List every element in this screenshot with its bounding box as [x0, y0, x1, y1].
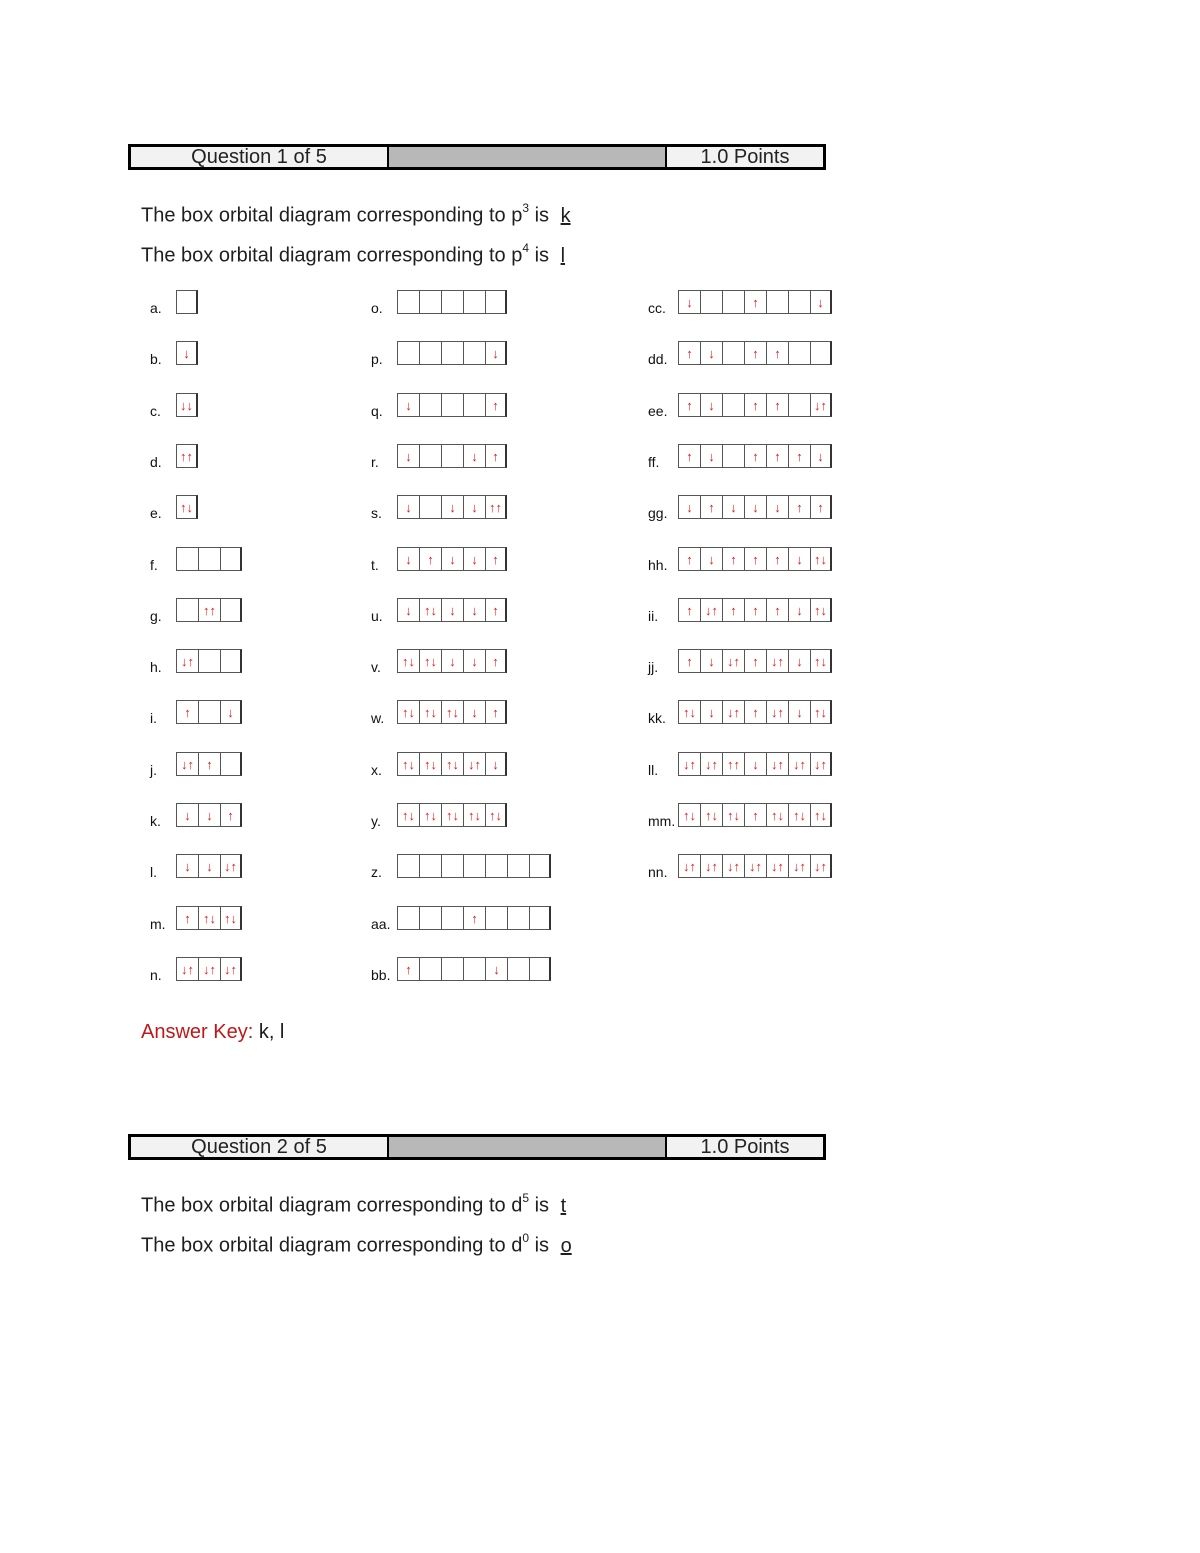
- orbital-box: ↑: [744, 803, 766, 827]
- orbital-box: [176, 290, 198, 314]
- orbital-box: ↓: [198, 803, 220, 827]
- orbital-box: ↓: [463, 598, 485, 622]
- option-label: v.: [371, 659, 381, 675]
- orbital-box: ↑↓: [220, 906, 242, 930]
- question-2-line-1: The box orbital diagram corresponding to $d^5$ is t: [141, 1191, 567, 1217]
- answer-key: [141, 1021, 284, 1044]
- orbital-boxes: [176, 495, 198, 519]
- orbital-box: [441, 906, 463, 930]
- orbital-box: [485, 290, 507, 314]
- orbital-box: ↑: [722, 598, 744, 622]
- option-label: aa.: [371, 916, 391, 932]
- orbital-box: ↑↓: [419, 649, 441, 673]
- orbital-boxes: [397, 290, 507, 314]
- orbital-box: [397, 854, 419, 878]
- question-2-header: [128, 1134, 826, 1160]
- orbital-box: [441, 290, 463, 314]
- option-label: jj.: [648, 659, 659, 675]
- orbital-box: ↑: [744, 598, 766, 622]
- orbital-boxes: [397, 341, 507, 365]
- orbital-box: [722, 444, 744, 468]
- orbital-box: ↓↑: [678, 854, 700, 878]
- orbital-boxes: [397, 444, 507, 468]
- orbital-box: [176, 547, 198, 571]
- orbital-boxes: [678, 393, 832, 417]
- option-label: c.: [150, 403, 161, 419]
- orbital-box: ↓↑: [176, 957, 198, 981]
- orbital-box: ↓: [220, 700, 242, 724]
- answer-blank: t: [560, 1194, 567, 1217]
- orbital-box: [463, 290, 485, 314]
- orbital-box: ↑: [678, 444, 700, 468]
- orbital-box: ↑: [744, 700, 766, 724]
- orbital-boxes: [176, 649, 242, 673]
- orbital-box: [441, 444, 463, 468]
- orbital-box: ↓↑: [700, 598, 722, 622]
- orbital-box: [419, 906, 441, 930]
- orbital-box: ↓: [176, 341, 198, 365]
- option-label: ii.: [648, 608, 659, 624]
- orbital-box: ↑: [485, 649, 507, 673]
- orbital-box: ↑: [678, 393, 700, 417]
- orbital-box: [766, 290, 788, 314]
- orbital-box: ↑↓: [810, 649, 832, 673]
- orbital-box: ↑: [744, 444, 766, 468]
- orbital-box: ↓: [441, 649, 463, 673]
- orbital-boxes: [397, 957, 551, 981]
- orbital-box: [722, 393, 744, 417]
- orbital-box: [722, 290, 744, 314]
- orbital-box: ↑: [744, 547, 766, 571]
- orbital-boxes: [397, 393, 507, 417]
- orbital-box: [220, 752, 242, 776]
- orbital-box: ↓: [700, 547, 722, 571]
- orbital-box: [463, 341, 485, 365]
- orbital-box: ↓: [441, 598, 463, 622]
- orbital-boxes: [397, 598, 507, 622]
- orbital-box: ↓: [485, 341, 507, 365]
- orbital-box: ↑↑: [176, 444, 198, 468]
- orbital-box: ↓↑: [220, 957, 242, 981]
- orbital-box: ↓: [397, 598, 419, 622]
- orbital-box: ↓↑: [788, 854, 810, 878]
- orbital-box: ↑: [678, 547, 700, 571]
- orbital-box: ↓: [788, 598, 810, 622]
- orbital-box: [788, 341, 810, 365]
- orbital-box: ↓: [397, 495, 419, 519]
- orbital-box: ↓: [463, 649, 485, 673]
- orbital-box: ↑↓: [810, 598, 832, 622]
- option-label: ll.: [648, 762, 659, 778]
- orbital-box: ↓↓: [176, 393, 198, 417]
- option-label: gg.: [648, 505, 668, 521]
- orbital-box: ↑: [678, 598, 700, 622]
- orbital-box: ↓: [788, 700, 810, 724]
- orbital-box: ↓↑: [176, 752, 198, 776]
- orbital-boxes: [678, 700, 832, 724]
- orbital-box: ↓↑: [810, 393, 832, 417]
- orbital-box: ↑↓: [419, 598, 441, 622]
- orbital-box: ↓: [744, 495, 766, 519]
- orbital-boxes: [176, 906, 242, 930]
- orbital-box: [700, 290, 722, 314]
- orbital-box: ↑: [744, 649, 766, 673]
- orbital-box: ↑: [485, 393, 507, 417]
- orbital-boxes: [678, 547, 832, 571]
- option-label: s.: [371, 505, 382, 521]
- orbital-box: [397, 906, 419, 930]
- orbital-box: ↓: [397, 444, 419, 468]
- orbital-box: ↓: [700, 341, 722, 365]
- orbital-box: [507, 957, 529, 981]
- orbital-boxes: [397, 803, 507, 827]
- orbital-box: ↑↓: [722, 803, 744, 827]
- option-label: n.: [150, 967, 162, 983]
- orbital-box: ↓↑: [700, 752, 722, 776]
- orbital-box: ↓↑: [176, 649, 198, 673]
- orbital-box: ↑↓: [397, 649, 419, 673]
- orbital-box: ↑↓: [678, 803, 700, 827]
- orbital-box: ↓: [700, 649, 722, 673]
- orbital-box: ↑: [678, 341, 700, 365]
- orbital-boxes: [678, 649, 832, 673]
- option-label: t.: [371, 557, 379, 573]
- orbital-box: ↑: [766, 547, 788, 571]
- orbital-box: ↑↓: [463, 803, 485, 827]
- orbital-box: [788, 393, 810, 417]
- orbital-box: ↓: [198, 854, 220, 878]
- orbital-boxes: [397, 547, 507, 571]
- orbital-box: ↓: [700, 444, 722, 468]
- orbital-box: ↑↑: [485, 495, 507, 519]
- orbital-box: [220, 649, 242, 673]
- orbital-box: ↓↑: [744, 854, 766, 878]
- orbital-box: ↑↓: [441, 803, 463, 827]
- orbital-boxes: [678, 341, 832, 365]
- orbital-box: ↑↓: [678, 700, 700, 724]
- orbital-boxes: [397, 649, 507, 673]
- orbital-box: ↑: [766, 393, 788, 417]
- orbital-boxes: [176, 854, 242, 878]
- orbital-box: [810, 341, 832, 365]
- question-title: Question 2 of 5: [131, 1137, 389, 1157]
- orbital-box: [419, 495, 441, 519]
- orbital-box: ↓: [678, 290, 700, 314]
- orbital-box: [788, 290, 810, 314]
- orbital-boxes: [176, 290, 198, 314]
- orbital-boxes: [397, 752, 507, 776]
- orbital-box: [397, 341, 419, 365]
- header-spacer: [389, 147, 667, 167]
- orbital-box: ↓↑: [700, 854, 722, 878]
- orbital-box: ↓: [766, 495, 788, 519]
- option-label: z.: [371, 864, 382, 880]
- orbital-box: [529, 957, 551, 981]
- orbital-boxes: [176, 752, 242, 776]
- orbital-box: [419, 854, 441, 878]
- orbital-boxes: [678, 290, 832, 314]
- orbital-boxes: [176, 957, 242, 981]
- option-label: j.: [150, 762, 157, 778]
- orbital-box: ↑↓: [419, 752, 441, 776]
- orbital-boxes: [678, 854, 832, 878]
- orbital-box: ↑: [176, 700, 198, 724]
- orbital-box: ↑↓: [198, 906, 220, 930]
- orbital-box: ↓: [463, 547, 485, 571]
- orbital-box: ↓: [678, 495, 700, 519]
- option-label: b.: [150, 351, 162, 367]
- orbital-box: ↑↓: [766, 803, 788, 827]
- option-label: w.: [371, 710, 385, 726]
- orbital-box: [529, 854, 551, 878]
- option-label: bb.: [371, 967, 391, 983]
- orbital-box: [198, 700, 220, 724]
- orbital-box: ↑: [485, 700, 507, 724]
- orbital-box: [722, 341, 744, 365]
- orbital-box: ↓: [788, 547, 810, 571]
- orbital-box: ↑: [744, 341, 766, 365]
- orbital-box: ↑: [788, 444, 810, 468]
- orbital-box: ↓↑: [722, 649, 744, 673]
- orbital-box: ↓: [463, 700, 485, 724]
- orbital-box: [485, 854, 507, 878]
- orbital-box: ↓: [397, 547, 419, 571]
- orbital-box: ↑↓: [176, 495, 198, 519]
- orbital-box: [198, 547, 220, 571]
- option-label: d.: [150, 454, 162, 470]
- option-label: ee.: [648, 403, 668, 419]
- option-label: mm.: [648, 813, 676, 829]
- orbital-boxes: [176, 700, 242, 724]
- orbital-box: ↑: [198, 752, 220, 776]
- orbital-box: [419, 957, 441, 981]
- orbital-boxes: [678, 752, 832, 776]
- orbital-box: ↑: [485, 547, 507, 571]
- orbital-box: ↓: [463, 495, 485, 519]
- orbital-box: ↑↓: [441, 752, 463, 776]
- question-1-header: [128, 144, 826, 170]
- option-label: i.: [150, 710, 157, 726]
- orbital-box: [463, 957, 485, 981]
- orbital-box: ↑: [485, 444, 507, 468]
- orbital-box: ↑: [766, 444, 788, 468]
- orbital-box: ↑: [722, 547, 744, 571]
- question-2-line-2: The box orbital diagram corresponding to $d^0$ is o: [141, 1231, 572, 1257]
- orbital-box: ↑: [485, 598, 507, 622]
- orbital-box: ↓: [176, 854, 198, 878]
- option-label: k.: [150, 813, 161, 829]
- orbital-box: ↑: [397, 957, 419, 981]
- orbital-box: [507, 906, 529, 930]
- orbital-box: [485, 906, 507, 930]
- answer-key-label: Answer Key:: [141, 1021, 254, 1043]
- question-1-line-1: The box orbital diagram corresponding to $p^3$ is k: [141, 201, 571, 227]
- orbital-box: ↑: [810, 495, 832, 519]
- orbital-box: ↑↓: [485, 803, 507, 827]
- orbital-boxes: [678, 598, 832, 622]
- question-title: Question 1 of 5: [131, 147, 389, 167]
- orbital-box: ↑: [419, 547, 441, 571]
- orbital-box: ↓↑: [678, 752, 700, 776]
- orbital-boxes: [678, 495, 832, 519]
- orbital-box: ↓: [810, 444, 832, 468]
- orbital-box: [419, 341, 441, 365]
- orbital-box: [441, 341, 463, 365]
- orbital-box: [463, 393, 485, 417]
- option-label: o.: [371, 300, 383, 316]
- orbital-box: ↑: [766, 341, 788, 365]
- orbital-box: ↑: [678, 649, 700, 673]
- orbital-box: ↓↑: [198, 957, 220, 981]
- option-label: q.: [371, 403, 383, 419]
- option-label: p.: [371, 351, 383, 367]
- option-label: g.: [150, 608, 162, 624]
- orbital-box: ↓↑: [766, 649, 788, 673]
- orbital-box: ↑: [463, 906, 485, 930]
- orbital-box: [507, 854, 529, 878]
- question-1-line-2: The box orbital diagram corresponding to $p^4$ is l: [141, 241, 566, 267]
- answer-blank: l: [560, 244, 566, 267]
- orbital-boxes: [176, 598, 242, 622]
- option-label: nn.: [648, 864, 668, 880]
- orbital-box: ↑↓: [788, 803, 810, 827]
- orbital-box: ↑↓: [700, 803, 722, 827]
- orbital-box: ↓↑: [810, 854, 832, 878]
- orbital-box: ↓: [810, 290, 832, 314]
- option-label: h.: [150, 659, 162, 675]
- orbital-boxes: [397, 854, 551, 878]
- orbital-box: ↑: [766, 598, 788, 622]
- question-points: 1.0 Points: [667, 1137, 823, 1157]
- orbital-box: ↓↑: [788, 752, 810, 776]
- orbital-box: ↓: [700, 700, 722, 724]
- orbital-boxes: [397, 495, 507, 519]
- orbital-box: ↓↑: [463, 752, 485, 776]
- orbital-box: ↑↓: [397, 752, 419, 776]
- orbital-box: ↑: [220, 803, 242, 827]
- option-label: m.: [150, 916, 166, 932]
- orbital-box: ↓↑: [766, 752, 788, 776]
- orbital-boxes: [176, 803, 242, 827]
- orbital-box: [441, 854, 463, 878]
- orbital-box: ↓: [700, 393, 722, 417]
- orbital-box: ↓: [397, 393, 419, 417]
- orbital-box: ↓: [722, 495, 744, 519]
- orbital-box: ↑↑: [198, 598, 220, 622]
- orbital-box: [198, 649, 220, 673]
- orbital-box: ↑: [788, 495, 810, 519]
- orbital-box: ↑↓: [397, 803, 419, 827]
- answer-key-value: k, l: [253, 1021, 285, 1043]
- option-label: a.: [150, 300, 162, 316]
- orbital-box: ↑↑: [722, 752, 744, 776]
- option-label: e.: [150, 505, 162, 521]
- orbital-boxes: [176, 444, 198, 468]
- orbital-box: ↑: [176, 906, 198, 930]
- option-label: r.: [371, 454, 379, 470]
- orbital-box: ↑↓: [810, 700, 832, 724]
- orbital-box: ↓↑: [722, 700, 744, 724]
- option-label: kk.: [648, 710, 666, 726]
- orbital-box: [463, 854, 485, 878]
- orbital-box: ↑↓: [419, 700, 441, 724]
- orbital-boxes: [678, 803, 832, 827]
- option-label: hh.: [648, 557, 668, 573]
- orbital-boxes: [397, 700, 507, 724]
- option-label: u.: [371, 608, 383, 624]
- orbital-box: ↑: [744, 290, 766, 314]
- option-label: l.: [150, 864, 157, 880]
- option-label: y.: [371, 813, 381, 829]
- orbital-box: [220, 547, 242, 571]
- orbital-box: ↓: [463, 444, 485, 468]
- orbital-box: ↓↑: [722, 854, 744, 878]
- orbital-box: ↓↑: [220, 854, 242, 878]
- option-label: ff.: [648, 454, 660, 470]
- orbital-box: [220, 598, 242, 622]
- orbital-box: [441, 957, 463, 981]
- orbital-box: ↓: [441, 495, 463, 519]
- orbital-boxes: [176, 547, 242, 571]
- orbital-box: [419, 393, 441, 417]
- answer-blank: k: [560, 204, 571, 227]
- orbital-box: [441, 393, 463, 417]
- orbital-box: [529, 906, 551, 930]
- orbital-box: ↓↑: [766, 700, 788, 724]
- orbital-boxes: [678, 444, 832, 468]
- orbital-box: ↓: [441, 547, 463, 571]
- option-label: cc.: [648, 300, 666, 316]
- orbital-box: ↑: [744, 393, 766, 417]
- orbital-boxes: [397, 906, 551, 930]
- orbital-box: ↓: [176, 803, 198, 827]
- option-label: f.: [150, 557, 158, 573]
- orbital-box: ↑↓: [810, 803, 832, 827]
- orbital-box: [419, 290, 441, 314]
- orbital-box: ↓: [788, 649, 810, 673]
- orbital-box: ↑↓: [441, 700, 463, 724]
- orbital-box: ↓: [485, 752, 507, 776]
- orbital-box: [419, 444, 441, 468]
- orbital-boxes: [176, 341, 198, 365]
- orbital-box: ↓↑: [766, 854, 788, 878]
- header-spacer: [389, 1137, 667, 1157]
- orbital-box: [397, 290, 419, 314]
- orbital-box: ↓↑: [810, 752, 832, 776]
- question-points: 1.0 Points: [667, 147, 823, 167]
- orbital-box: ↓: [744, 752, 766, 776]
- option-label: dd.: [648, 351, 668, 367]
- orbital-box: ↑↓: [810, 547, 832, 571]
- orbital-boxes: [176, 393, 198, 417]
- orbital-box: ↑↓: [419, 803, 441, 827]
- answer-blank: o: [560, 1234, 572, 1257]
- option-label: x.: [371, 762, 382, 778]
- orbital-box: [176, 598, 198, 622]
- orbital-box: ↑↓: [397, 700, 419, 724]
- orbital-box: ↓: [485, 957, 507, 981]
- orbital-box: ↑: [700, 495, 722, 519]
